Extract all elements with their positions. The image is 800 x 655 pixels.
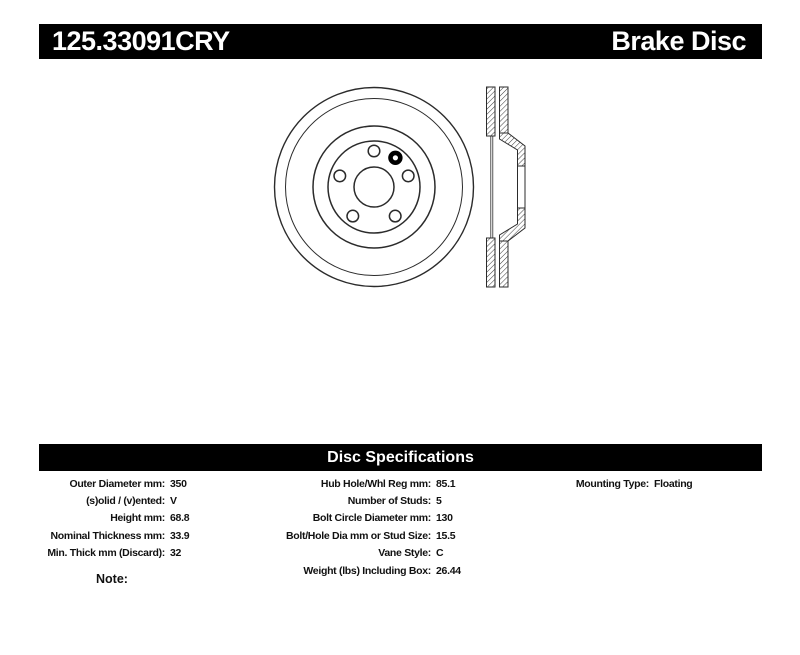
spec-row: [278, 527, 461, 544]
spec-value: 68.8: [170, 512, 190, 525]
center-bore-edges: [518, 166, 526, 208]
product-name: Brake Disc: [611, 26, 746, 56]
spec-label: Weight (lbs) Including Box:: [303, 564, 431, 577]
spec-row: [35, 492, 189, 509]
spec-row: [35, 527, 189, 544]
spec-label: (s)olid / (v)ented:: [86, 495, 165, 508]
spec-column-mounting: [558, 475, 692, 492]
spec-row: [278, 562, 461, 579]
stud-hole-icon: [334, 170, 346, 182]
spec-row: [278, 492, 461, 509]
plate-projection-edges: [491, 136, 493, 238]
brake-disc-cross-section-icon: [487, 87, 526, 287]
spec-label: Mounting Type:: [575, 477, 649, 490]
center-bore: [354, 167, 394, 207]
hub-outer-circle: [313, 126, 435, 248]
outboard-plate-top: [487, 87, 496, 136]
spec-label: Height mm:: [110, 512, 165, 525]
part-number: 125.33091CRY: [52, 26, 230, 56]
spec-row: [35, 510, 189, 527]
spec-column-hub: [278, 475, 461, 579]
stud-hole-icon: [389, 210, 401, 222]
spec-row: [278, 545, 461, 562]
stud-hole-icon: [368, 145, 380, 157]
spec-label: Hub Hole/Whl Reg mm:: [320, 477, 431, 490]
spec-value: 5: [436, 495, 442, 508]
spec-value: 15.5: [436, 529, 456, 542]
spec-value: Floating: [654, 477, 693, 490]
hat-section-top: [500, 133, 526, 166]
spec-value: 130: [436, 512, 453, 525]
stud-hole-icon: [402, 170, 414, 182]
spec-label: Bolt Circle Diameter mm:: [312, 512, 431, 525]
spec-row: [35, 475, 189, 492]
spec-value: 32: [170, 547, 182, 560]
inboard-plate-top: [500, 87, 509, 133]
spec-value: 350: [170, 477, 187, 490]
outboard-plate-bottom: [487, 238, 496, 287]
spec-row: [35, 545, 189, 562]
spec-row: [558, 475, 692, 492]
spec-row: [278, 475, 461, 492]
friction-surface-inner-edge: [286, 99, 463, 276]
spec-section-title: Disc Specifications: [327, 448, 474, 466]
spec-label: Vane Style:: [378, 547, 431, 560]
spec-row: [278, 510, 461, 527]
spec-label: Nominal Thickness mm:: [50, 529, 165, 542]
spec-column-dimensions: [35, 475, 189, 562]
inboard-plate-bottom: [500, 241, 509, 287]
spec-label: Outer Diameter mm:: [69, 477, 165, 490]
brake-disc-front-view-icon: [275, 88, 474, 287]
spec-label: Bolt/Hole Dia mm or Stud Size:: [285, 529, 431, 542]
spec-value: 26.44: [436, 564, 461, 577]
hub-inner-circle: [328, 141, 420, 233]
spec-value: C: [436, 547, 444, 560]
disc-outer-edge: [275, 88, 474, 287]
spec-label: Number of Studs:: [347, 495, 431, 508]
header-bar: [39, 24, 762, 59]
spec-label: Min. Thick mm (Discard):: [47, 547, 165, 560]
spec-section-header: [39, 444, 762, 471]
spec-value: 85.1: [436, 477, 456, 490]
brake-disc-technical-drawing: [250, 70, 550, 305]
locating-screw-hole-icon: [391, 153, 401, 163]
note-label: Note:: [96, 572, 128, 586]
stud-hole-icon: [347, 210, 359, 222]
spec-value: 33.9: [170, 529, 190, 542]
hat-section-bottom: [500, 208, 526, 241]
spec-value: V: [170, 495, 177, 508]
